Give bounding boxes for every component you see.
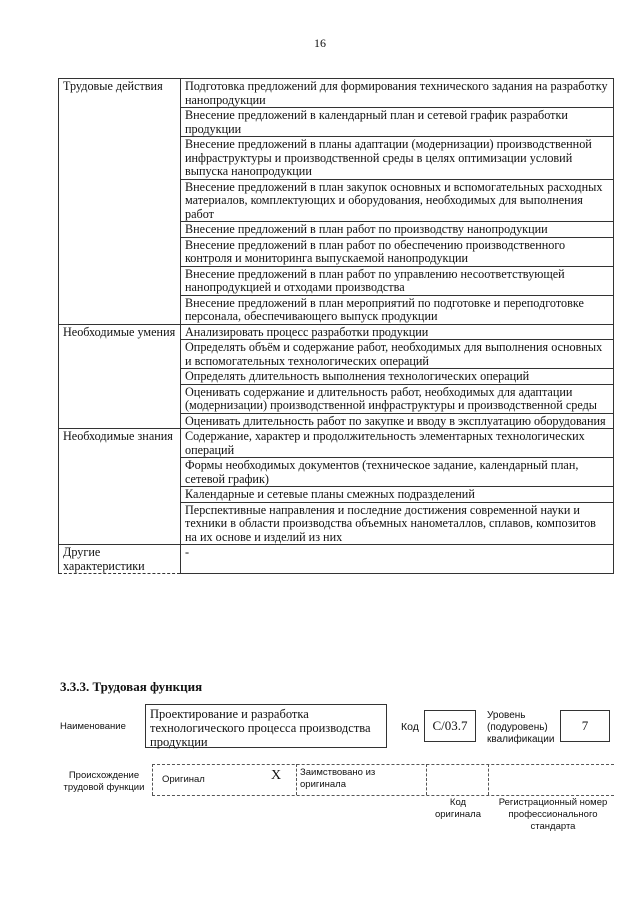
- section-item: Оценивать длительность работ по закупке и вводу в эксплуатацию оборудования: [181, 413, 614, 429]
- section-item: Перспективные направления и последние достижения современной науки и техники в области производства объемных нанометаллов, сплавов, композитов на их основе и изделий из них: [181, 502, 614, 545]
- origin-divider: [296, 764, 297, 795]
- section-item: Внесение предложений в планы адаптации (модернизации) производственной инфраструктуры и производственной среды в целях оптимизации условий выпуска нанопродукции: [181, 137, 614, 180]
- function-name-box: [145, 704, 387, 748]
- table-row: [59, 545, 614, 574]
- section-item: Подготовка предложений для формирования технического задания на разработку нанопродукции: [181, 79, 614, 108]
- table-row: [59, 324, 614, 340]
- function-name-value: Проектирование и разработка технологического процесса производства продукции: [150, 707, 371, 749]
- section-item: Внесение предложений в календарный план и сетевой график разработки продукции: [181, 108, 614, 137]
- name-label: Наименование: [60, 721, 126, 732]
- section-item: Оценивать содержание и длительность работ, необходимых для адаптации (модернизации) производственной инфраструктуры и производственной среды: [181, 384, 614, 413]
- origin-label: Происхождение трудовой функции: [63, 770, 145, 793]
- section-item: Формы необходимых документов (техническое задание, календарный план, сетевой график): [181, 458, 614, 487]
- section-label: Необходимые умения: [59, 324, 181, 429]
- section-item: Внесение предложений в план мероприятий по подготовке и переподготовке персонала, обеспечивающего выпуск продукции: [181, 295, 614, 324]
- section-item: Внесение предложений в план закупок основных и вспомогательных расходных материалов, комплектующих и оборудования, необходимых для выполнения работ: [181, 179, 614, 222]
- level-label: Уровень (подуровень) квалификации: [487, 710, 555, 745]
- section-item: Содержание, характер и продолжительность элементарных технологических операций: [181, 429, 614, 458]
- section-label: Трудовые действия: [59, 79, 181, 325]
- section-title: 3.3.3. Трудовая функция: [60, 679, 203, 694]
- section-item: Внесение предложений в план работ по производству нанопродукции: [181, 222, 614, 238]
- section-label: Другие характеристики: [59, 545, 181, 574]
- code-label: Код: [401, 721, 419, 733]
- original-label: Оригинал: [162, 774, 205, 785]
- level-value: 7: [581, 718, 589, 733]
- section-item: Определять длительность выполнения технологических операций: [181, 369, 614, 385]
- table-row: [59, 429, 614, 458]
- borrowed-label: Заимствовано из оригинала: [300, 767, 376, 790]
- section-item: -: [181, 545, 614, 574]
- original-mark: X: [271, 768, 282, 783]
- section-item: Анализировать процесс разработки продукции: [181, 324, 614, 340]
- page-number: 16: [314, 36, 326, 50]
- requirements-table: [58, 78, 614, 574]
- reg-number-label: Регистрационный номер профессионального стандарта: [498, 797, 608, 832]
- origin-divider: [426, 764, 427, 795]
- origin-divider: [152, 764, 153, 795]
- section-item: Календарные и сетевые планы смежных подразделений: [181, 487, 614, 503]
- origin-bottom-line: [152, 795, 614, 796]
- table-row: [59, 79, 614, 108]
- origin-top-line: [152, 764, 614, 765]
- requirements-table-body: [59, 79, 614, 574]
- section-item: Внесение предложений в план работ по управлению несоответствующей нанопродукцией и отходами производства: [181, 266, 614, 295]
- level-box: [560, 710, 610, 742]
- section-item: Внесение предложений в план работ по обеспечению производственного контроля и мониторинга выпускаемой нанопродукции: [181, 237, 614, 266]
- origin-divider: [488, 764, 489, 795]
- section-label: Необходимые знания: [59, 429, 181, 545]
- code-box: [424, 710, 476, 742]
- code-original-label: Код оригинала: [434, 797, 481, 820]
- section-item: Определять объём и содержание работ, необходимых для выполнения основных и вспомогательных технологических операций: [181, 340, 614, 369]
- code-value: С/03.7: [432, 718, 468, 733]
